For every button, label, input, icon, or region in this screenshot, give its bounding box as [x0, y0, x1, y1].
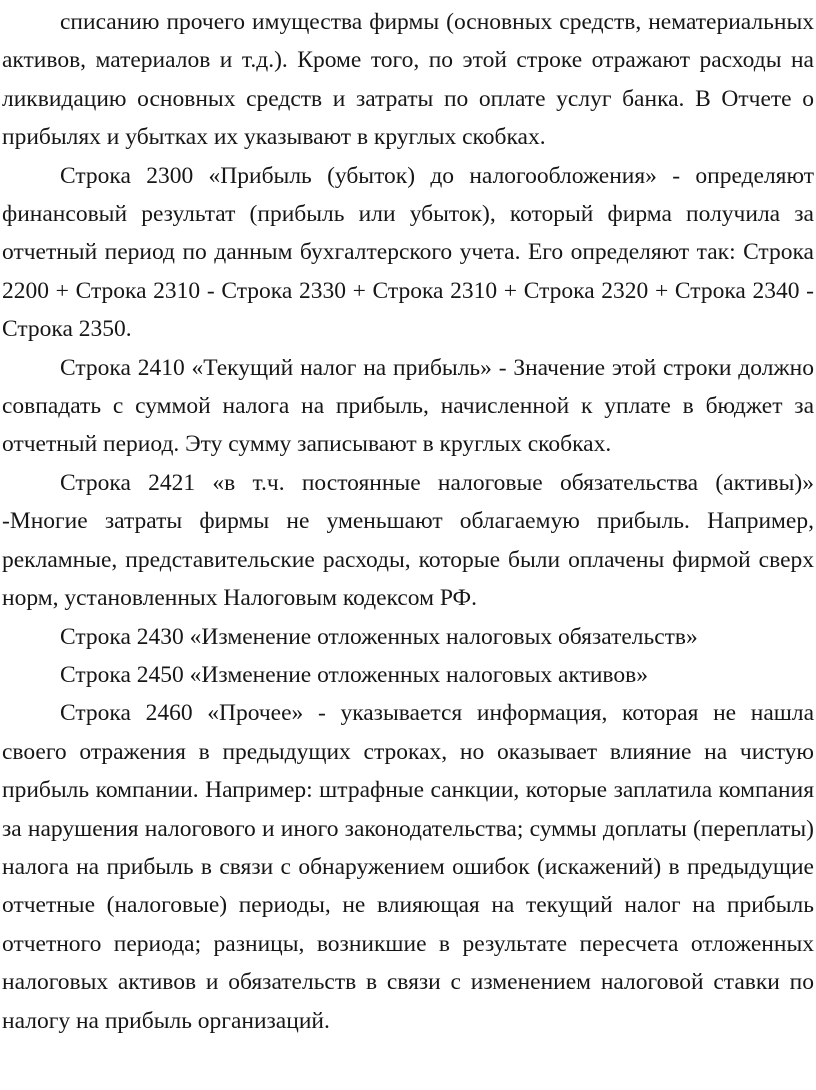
paragraph-line-2460: Строка 2460 «Прочее» - указывается информация, которая не нашла своего отражения в предыдущих строках, но оказывает влияние на чистую прибыль компании. Например: штрафные санкции, которые заплатила компания за нарушения налогового и иного законодательства; суммы доплаты (переплаты) налога на прибыль в связи с обнаружением ошибок (искажений) в предыдущие отчетные (налоговые) периоды, не влияющая на текущий налог на прибыль отчетного периода; разницы, возникшие в результате пересчета отложенных налоговых активов и обязательств в связи с изменением налоговой ставки по налогу на прибыль организаций. — [2, 700, 814, 1034]
paragraph-line-2410: Строка 2410 «Текущий налог на прибыль» - Значение этой строки должно совпадать с суммой налога на прибыль, начисленной к уплате в бюджет за отчетный период. Эту сумму записывают в круглых скобках. — [2, 354, 814, 458]
paragraph-line-2430: Строка 2430 «Изменение отложенных налоговых обязательств» — [60, 623, 698, 650]
paragraph-line-2450: Строка 2450 «Изменение отложенных налоговых активов» — [60, 661, 648, 688]
document-page — [2, 3, 814, 1040]
paragraph-line-2421: Строка 2421 «в т.ч. постоянные налоговые обязательства (активы)» -Многие затраты фирмы не уменьшают облагаемую прибыль. Например, рекламные, представительские расходы, которые были оплачены фирмой сверх норм, установленных Налоговым кодексом РФ. — [2, 469, 814, 612]
paragraph-line-2300: Строка 2300 «Прибыль (убыток) до налогообложения» - определяют финансовый результат (прибыль или убыток), который фирма получила за отчетный период по данным бухгалтерского учета. Его определяют так: Строка 2200 + Строка 2310 - Строка 2330 + Строка 2310 + Строка 2320 + Строка 2340 - Строка 2350. — [2, 162, 814, 343]
paragraph-property-writeoff: списанию прочего имущества фирмы (основных средств, нематериальных активов, материалов и т.д.). Кроме того, по этой строке отражают расходы на ликвидацию основных средств и затраты по оплате услуг банка. В Отчете о прибылях и убытках их указывают в круглых скобках. — [2, 9, 814, 151]
